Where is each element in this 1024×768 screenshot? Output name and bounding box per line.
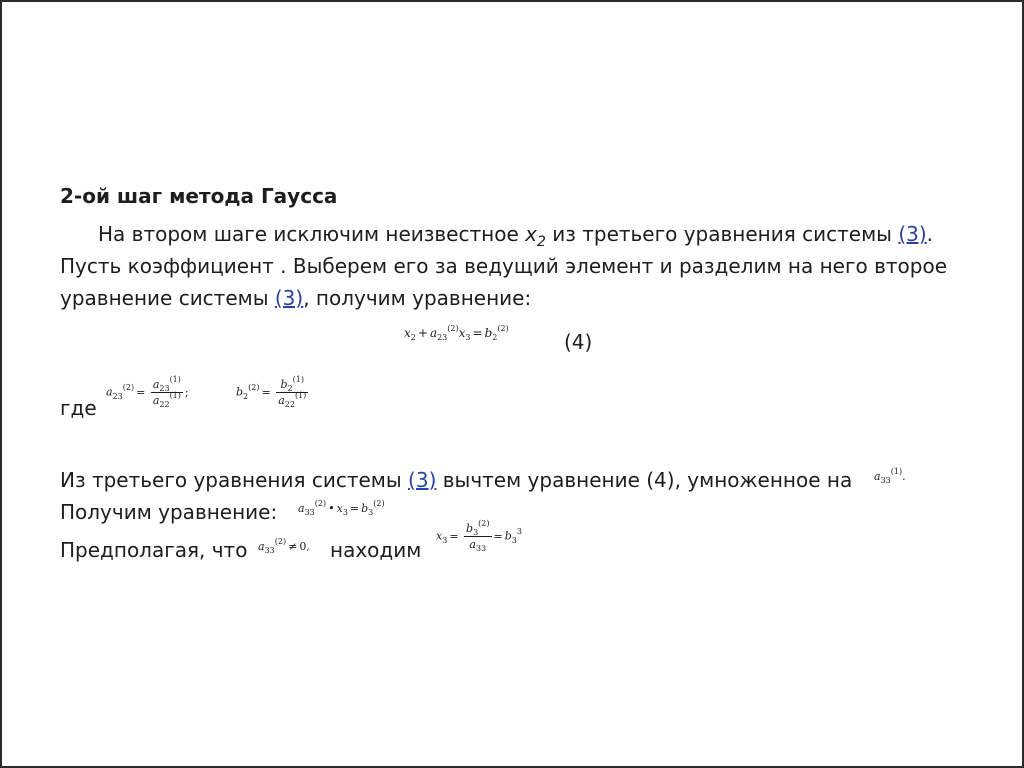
paragraph-1-line-1 (98, 222, 933, 249)
paragraph-3-text: Получим уравнение: (60, 500, 278, 524)
paragraph-1-text-c: . (926, 222, 934, 246)
system-3-link-3[interactable]: (3) (408, 468, 437, 492)
paragraph-1-line-2: Пусть коэффициент . Выберем его за ведущий элемент и разделим на него второе (60, 254, 947, 278)
fraction-x3: $\frac{b_3^{(2)}}{a_{33}}$ (466, 519, 490, 553)
condition-a33: $a_{33}^{(2)} \ne 0$, (258, 537, 310, 555)
formula-a23: $a_{23}^{(2)}$ = $\frac{a_{23}^{(1)}}{a_{22}^{(1)}}$ ; (106, 375, 189, 409)
factor-a33: $a_{33}^{(1)}$. (874, 467, 906, 485)
paragraph-1-line-3 (60, 286, 531, 310)
paragraph-1-line-3-text-a: уравнение системы (60, 286, 275, 310)
paragraph-4-text-b: находим (330, 538, 422, 562)
where-label: где (60, 396, 97, 420)
paragraph-2-text-a: Из третьего уравнения системы (60, 468, 409, 492)
system-3-link-2[interactable]: (3) (274, 286, 304, 310)
equation-4-label: (4) (564, 330, 593, 354)
paragraph-1-text-b: из третьего уравнения системы (545, 222, 899, 246)
formula-x3: $x_3$ = $\frac{b_3^{(2)}}{a_{33}}$ = $b_3^3$ (436, 519, 522, 553)
formula-b2: $b_2^{(2)}$ = $\frac{b_2^{(1)}}{a_{22}^{(1)}}$ (236, 375, 307, 409)
fraction-a23: $\frac{a_{23}^{(1)}}{a_{22}^{(1)}}$ (152, 375, 181, 409)
paragraph-2 (60, 468, 852, 492)
equation-4-formula: $x_2 + a_{23}^{(2)}x_3 = b_2^{(2)}$ (404, 324, 509, 342)
paragraph-4-text-a: Предполагая, что (60, 538, 248, 562)
system-3-link[interactable]: (3) (898, 222, 927, 246)
paragraph-1-line-3-text-b: , получим уравнение: (303, 286, 532, 310)
paragraph-2-text-b: вычтем уравнение (4), умноженное на (436, 468, 853, 492)
variable-x-subscript: 2 (536, 234, 546, 250)
formula-a33-x3: $a_{33}^{(2)}$ • $x_3 = b_3^{(2)}$ (298, 499, 385, 517)
fraction-b2: $\frac{b_2^{(1)}}{a_{22}^{(1)}}$ (278, 375, 307, 409)
paragraph-1-text-a: На втором шаге исключим неизвестное (98, 222, 526, 246)
section-heading: 2-ой шаг метода Гаусса (60, 184, 338, 208)
variable-x: x (525, 222, 537, 246)
